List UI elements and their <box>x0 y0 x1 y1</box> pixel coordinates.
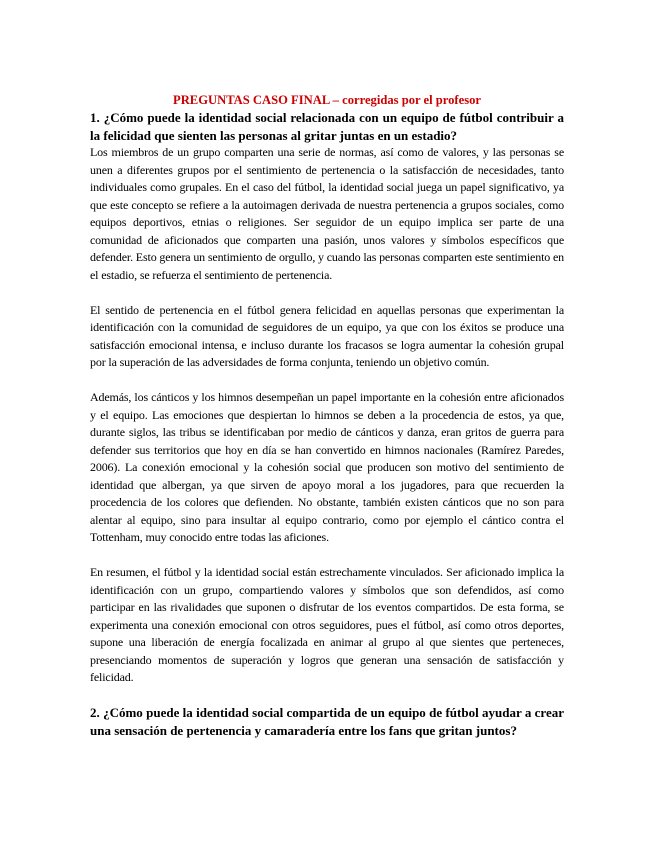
paragraph-2: El sentido de pertenencia en el fútbol genera felicidad en aquellas personas que experimentan la identificación con la comunidad de seguidores de un equipo, ya que con los éxitos se produce una satisfacción emocional intensa, e incluso durante los fracasos se logra aumentar la cohesión grupal por la superación de las adversidades de forma conjunta, teniendo un objetivo común. <box>90 302 564 369</box>
document-page <box>90 93 564 739</box>
paragraph-spacer <box>90 284 564 302</box>
paragraph-spacer <box>90 687 564 705</box>
paragraph-spacer <box>90 372 564 390</box>
paragraph-3: Además, los cánticos y los himnos desempeñan un papel importante en la cohesión entre aficionados y el equipo. Las emociones que despiertan lo himnos se deben a la procedencia de estos, ya que, durante siglos, las tribus se identificaban por medio de cánticos y danza, eran gritos de guerra para defender sus territorios que hoy en día se han convertido en himnos nacionales (Ramírez Paredes, 2006). La conexión emocional y la cohesión social que producen son motivo del sentimiento de identidad que albergan, ya que sirven de apoyo moral a los jugadores, para que recuerden la procedencia de los colores que defienden. No obstante, también existen cánticos que no son para alentar al equipo, sino para insultar al equipo contrario, como por ejemplo el cántico contra el Tottenham, muy conocido entre todas las aficiones. <box>90 390 564 544</box>
question-2: 2. ¿Cómo puede la identidad social compartida de un equipo de fútbol ayudar a crear una sensación de pertenencia y camaradería entre los fans que gritan juntos? <box>90 705 564 738</box>
paragraph-spacer <box>90 547 564 565</box>
paragraph-4: En resumen, el fútbol y la identidad social están estrechamente vinculados. Ser aficionado implica la identificación con un grupo, compartiendo valores y símbolos que son defendidos, así como participar en las rivalidades que suponen o disfrutar de los eventos compartidos. De esta forma, se experimenta una conexión emocional con otros seguidores, pues el fútbol, así como otros deportes, supone una liberación de energía focalizada en animar al grupo al que sientes que perteneces, presenciando momentos de superación y logros que generan una sensación de satisfacción y felicidad. <box>90 565 564 684</box>
document-title: PREGUNTAS CASO FINAL – corregidas por el profesor <box>173 93 481 107</box>
paragraph-1: Los miembros de un grupo comparten una serie de normas, así como de valores, y las personas se unen a diferentes grupos por el sentimiento de pertenencia o la satisfacción de necesidades, tanto individuales como grupales. En el caso del fútbol, la identidad social juega un papel significativo, ya que este concepto se refiere a la autoimagen derivada de nuestra pertenencia a grupos sociales, como equipos deportivos, etnias o religiones. Ser seguidor de un equipo implica ser parte de una comunidad de aficionados que comparten una pasión, unos valores y símbolos específicos que defender. Esto genera un sentimiento de orgullo, y cuando las personas comparten este sentimiento en el estadio, se refuerza el sentimiento de pertenencia. <box>90 145 564 282</box>
question-1: 1. ¿Cómo puede la identidad social relacionada con un equipo de fútbol contribuir a la felicidad que sienten las personas al gritar juntas en un estadio? <box>90 110 564 143</box>
